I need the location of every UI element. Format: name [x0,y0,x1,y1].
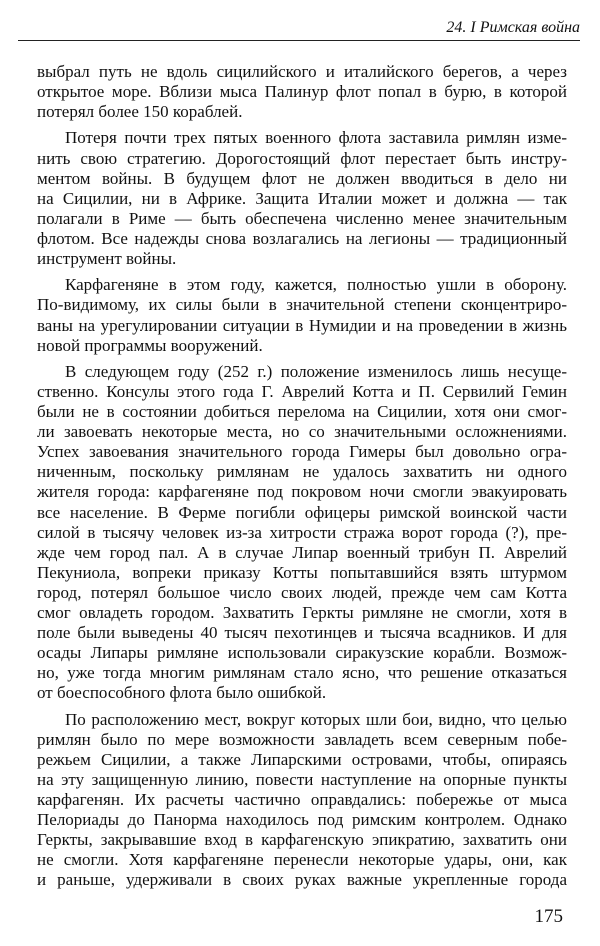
text-line: римлян было по мере возможности завладеть всем северным побе- [37,729,567,749]
text-line: на Сицилии, ни в Африке. Защита Италии может и должна — так [37,188,567,208]
text-line: нить свою стратегию. Дорогостоящий флот перестает быть инстру- [37,148,567,168]
text-line: от боеспособного флота было ошибкой. [37,683,327,703]
text-line: Геркты, закрывавшие вход в карфагенскую эпикратию, захватить они [37,830,567,850]
text-line: Успех завоевания значительного города Гимеры был довольно огра- [37,442,567,462]
page-number: 175 [534,906,563,927]
text-line: новой программы вооружений. [37,335,263,355]
text-line: По-видимому, их силы были в значительной степени сконцентриро- [37,295,567,315]
text-line: силой в тысячу человек из-за хитрости стража ворот города (?), пре- [37,522,567,542]
running-header [18,16,580,41]
text-line: Пекуниола, вопреки приказу Котты попытавшийся взять штурмом [37,562,567,582]
text-line: полагали в Риме — быть обеспечена численно менее значительным [37,208,567,228]
text-line: все население. В Ферме погибли офицеры римской воинской части [37,502,567,522]
text-line: потерял более 150 кораблей. [37,102,243,122]
paragraph-3 [37,275,567,355]
text-line: ли завоевать некоторые места, но со значительными осложнениями. [37,422,567,442]
body-text [37,62,567,897]
text-line: на эту защищенную линию, повести наступление на опорные пункты [37,769,567,789]
text-line: По расположению мест, вокруг которых шли бои, видно, что целью [65,709,567,729]
text-line: открытое море. Вблизи мыса Палинур флот попал в бурю, в которой [37,82,567,102]
text-line: Потеря почти трех пятых военного флота заставила римлян изме- [65,128,567,148]
paragraph-2 [37,128,567,269]
text-line: не смогли. Хотя карфагеняне перенесли некоторые удары, они, как [37,850,567,870]
chapter-title: 24. I Римская война [446,19,580,36]
text-line: В следующем году (252 г.) положение изменилось лишь несуще- [65,361,567,381]
text-line: и раньше, удерживали в своих руках важные укрепленные города [37,870,567,890]
text-line: осады Липары римляне использовали сиракузские корабли. Возмож- [37,643,567,663]
text-line: ниченным, поскольку римлянам не удалось захватить ни одного [37,462,567,482]
text-line: Карфагеняне в этом году, кажется, полностью ушли в оборону. [65,275,567,295]
text-line: жителя города: карфагеняне под покровом ночи смогли эвакуировать [37,482,567,502]
text-line: ментом войны. В будущем флот не должен вводиться в дело ни [37,168,567,188]
text-line: ваны на урегулировании ситуации в Нумидии и на проведении в жизнь [37,315,567,335]
text-line: город, потерял большое число своих людей, прежде чем сам Котта [37,582,567,602]
text-line: ственно. Консулы этого года Г. Аврелий Котта и П. Сервилий Гемин [37,381,567,401]
text-line: флотом. Все надежды снова возлагались на легионы — традиционный [37,228,567,248]
text-line: смог овладеть городом. Захватить Геркты римляне не смогли, хотя в [37,603,567,622]
text-line: были не в состоянии добиться перелома на Сицилии, хотя они смог- [37,402,567,422]
text-line: инструмент войны. [37,249,177,269]
text-line: карфагенян. Их расчеты частично оправдались: побережье от мыса [37,790,567,810]
text-line: режьем Сицилии, а также Липарскими островами, чтобы, опираясь [37,749,567,769]
paragraph-5 [37,710,567,891]
paragraph-1 [37,62,567,122]
text-line: Пелориады до Панорма находилось под римским контролем. Однако [37,810,567,830]
text-line: выбрал путь не вдоль сицилийского и италийского берегов, а через [37,62,567,81]
text-line: жде чем город пал. А в случае Липар военный трибун П. Аврелий [37,542,567,562]
text-line: поле были выведены 40 тысяч пехотинцев и тысяча всадников. И для [37,623,567,643]
text-line: но, уже тогда многим римлянам стало ясно, что решение отказаться [37,663,567,683]
paragraph-4 [37,362,567,704]
